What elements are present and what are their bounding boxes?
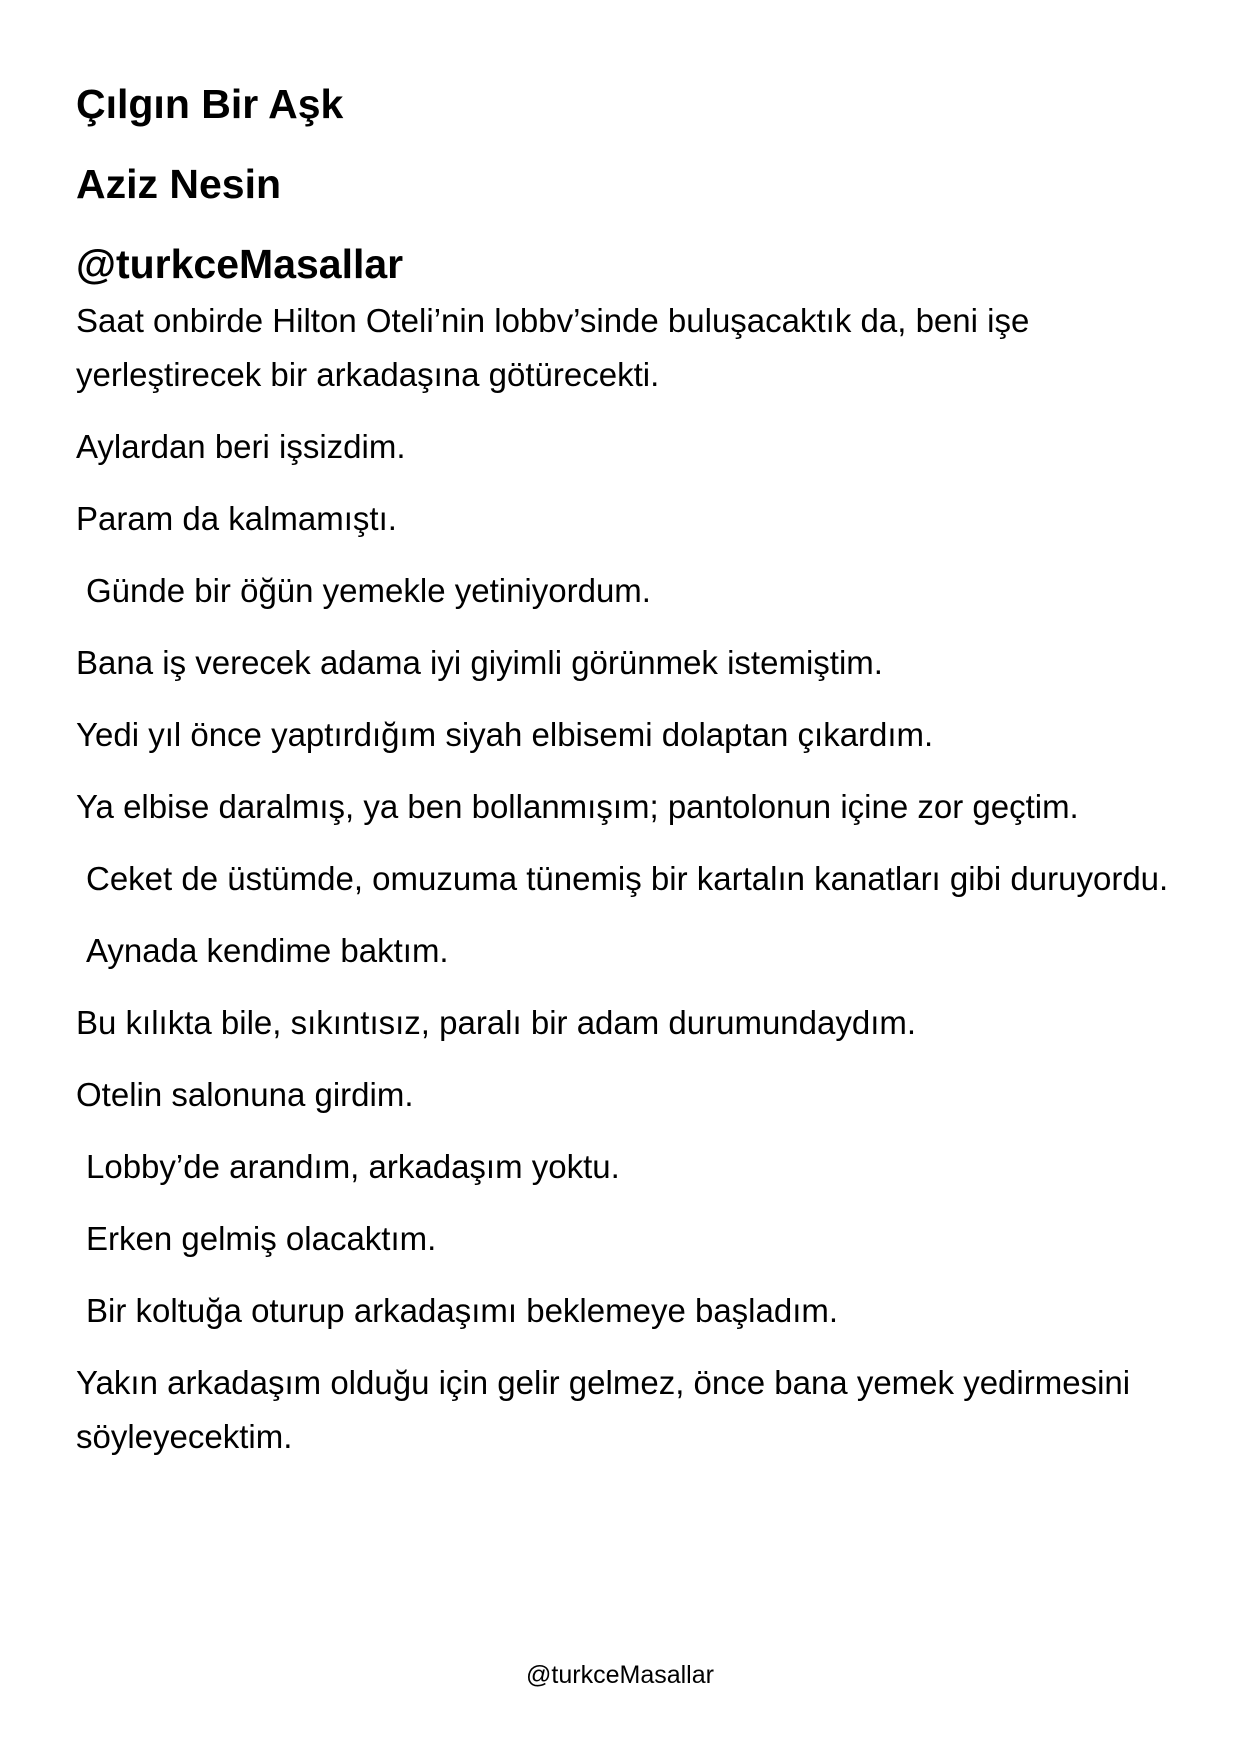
paragraph: Günde bir öğün yemekle yetiniyordum. (86, 572, 651, 609)
paragraph: Bana iş verecek adama iyi giyimli görünmek istemiştim. (76, 644, 883, 681)
paragraph: Ya elbise daralmış, ya ben bollanmışım; pantolonun içine zor geçtim. (76, 788, 1079, 825)
paragraph: Lobby’de arandım, arkadaşım yoktu. (86, 1148, 620, 1185)
paragraph: Yedi yıl önce yaptırdığım siyah elbisemi dolaptan çıkardım. (76, 716, 934, 753)
paragraph: Bu kılıkta bile, sıkıntısız, paralı bir adam durumundaydım. (76, 1004, 917, 1041)
story-title: Çılgın Bir Aşk (76, 81, 344, 127)
paragraph: Ceket de üstümde, omuzuma tünemiş bir kartalın kanatları gibi duruyordu. (86, 860, 1169, 897)
paragraph: Otelin salonuna girdim. (76, 1076, 414, 1113)
paragraph: Aynada kendime baktım. (86, 932, 449, 969)
document-page (76, 80, 1176, 1482)
paragraph: Erken gelmiş olacaktım. (86, 1220, 437, 1257)
handle-heading: @turkceMasallar (76, 241, 404, 287)
paragraph: Bir koltuğa oturup arkadaşımı beklemeye başladım. (86, 1292, 839, 1329)
paragraph: Aylardan beri işsizdim. (76, 428, 406, 465)
paragraph: Param da kalmamıştı. (76, 500, 397, 537)
page-footer-handle: @turkceMasallar (526, 1661, 714, 1689)
paragraph: Yakın arkadaşım olduğu için gelir gelmez, önce bana yemek yedirmesini söyleyecektim. (76, 1364, 1140, 1455)
paragraph: Saat onbirde Hilton Oteli’nin lobbv’sinde buluşacaktık da, beni işe yerleştirecek bir arkadaşına götürecekti. (76, 302, 1039, 393)
author-name: Aziz Nesin (76, 161, 282, 207)
